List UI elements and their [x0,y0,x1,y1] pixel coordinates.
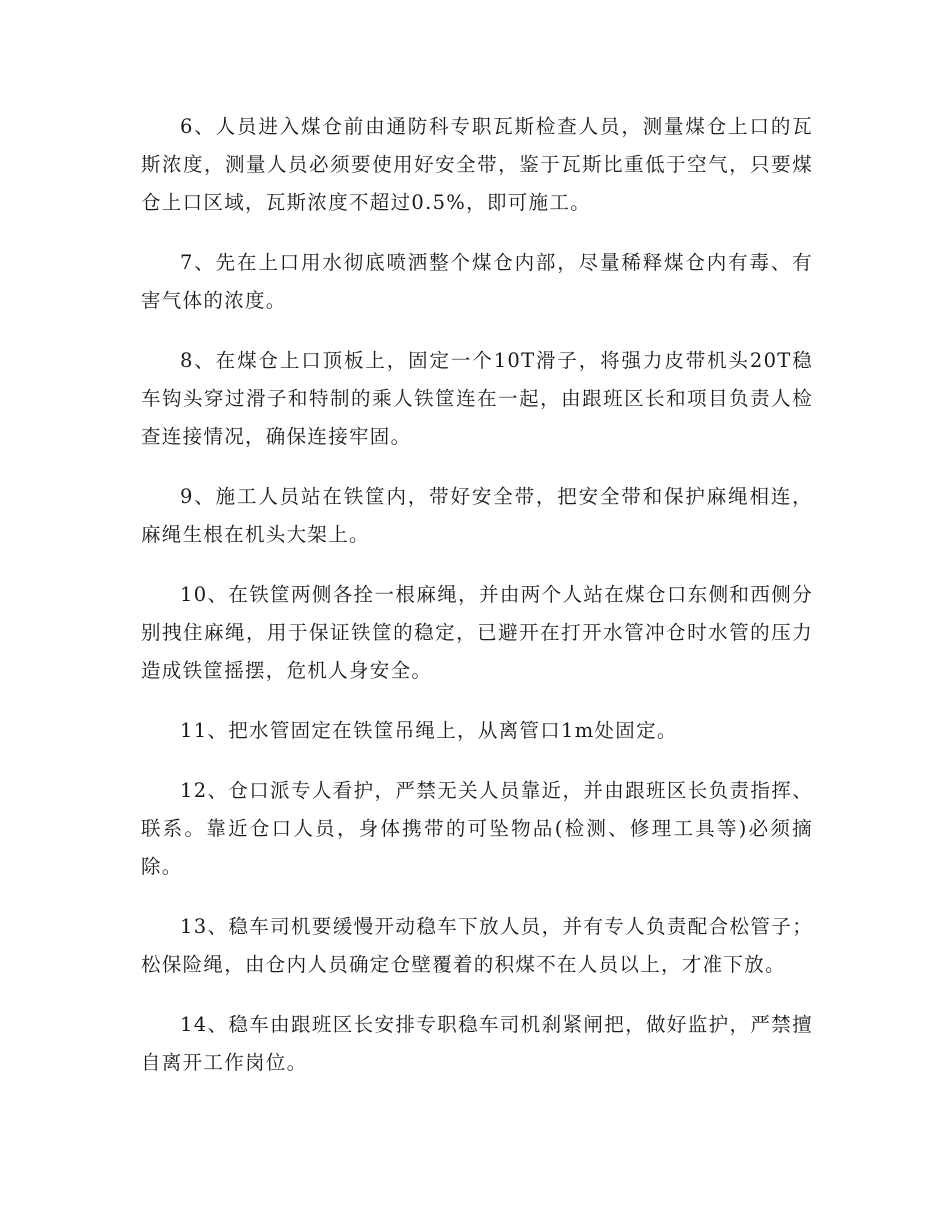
paragraph-item-6: 6、人员进入煤仓前由通防科专职瓦斯检查人员，测量煤仓上口的瓦斯浓度，测量人员必须要使用好安全带，鉴于瓦斯比重低于空气，只要煤仓上口区域，瓦斯浓度不超过0.5%，即可施工。 [141,115,813,214]
paragraph-item-7: 7、先在上口用水彻底喷洒整个煤仓内部，尽量稀释煤仓内有毒、有害气体的浓度。 [141,251,813,312]
document-body [141,108,813,1104]
paragraph-item-13: 13、稳车司机要缓慢开动稳车下放人员，并有专人负责配合松管子；松保险绳，由仓内人员确定仓壁覆着的积煤不在人员以上，才准下放。 [141,915,813,976]
paragraph-item-9: 9、施工人员站在铁筐内，带好安全带，把安全带和保护麻绳相连，麻绳生根在机头大架上。 [141,485,813,546]
paragraph-item-10: 10、在铁筐两侧各拴一根麻绳，并由两个人站在煤仓口东侧和西侧分别拽住麻绳，用于保证铁筐的稳定，已避开在打开水管冲仓时水管的压力造成铁筐摇摆，危机人身安全。 [141,583,813,682]
paragraph-item-11: 11、把水管固定在铁筐吊绳上，从离管口1m处固定。 [180,719,678,742]
paragraph-item-8: 8、在煤仓上口顶板上，固定一个10T滑子，将强力皮带机头20T稳车钩头穿过滑子和特制的乘人铁筐连在一起，由跟班区长和项目负责人检查连接情况，确保连接牢固。 [141,349,813,448]
paragraph-item-14: 14、稳车由跟班区长安排专职稳车司机刹紧闸把，做好监护，严禁擅自离开工作岗位。 [141,1013,813,1074]
paragraph-item-12: 12、仓口派专人看护，严禁无关人员靠近，并由跟班区长负责指挥、联系。靠近仓口人员，身体携带的可坠物品(检测、修理工具等)必须摘除。 [141,779,813,878]
